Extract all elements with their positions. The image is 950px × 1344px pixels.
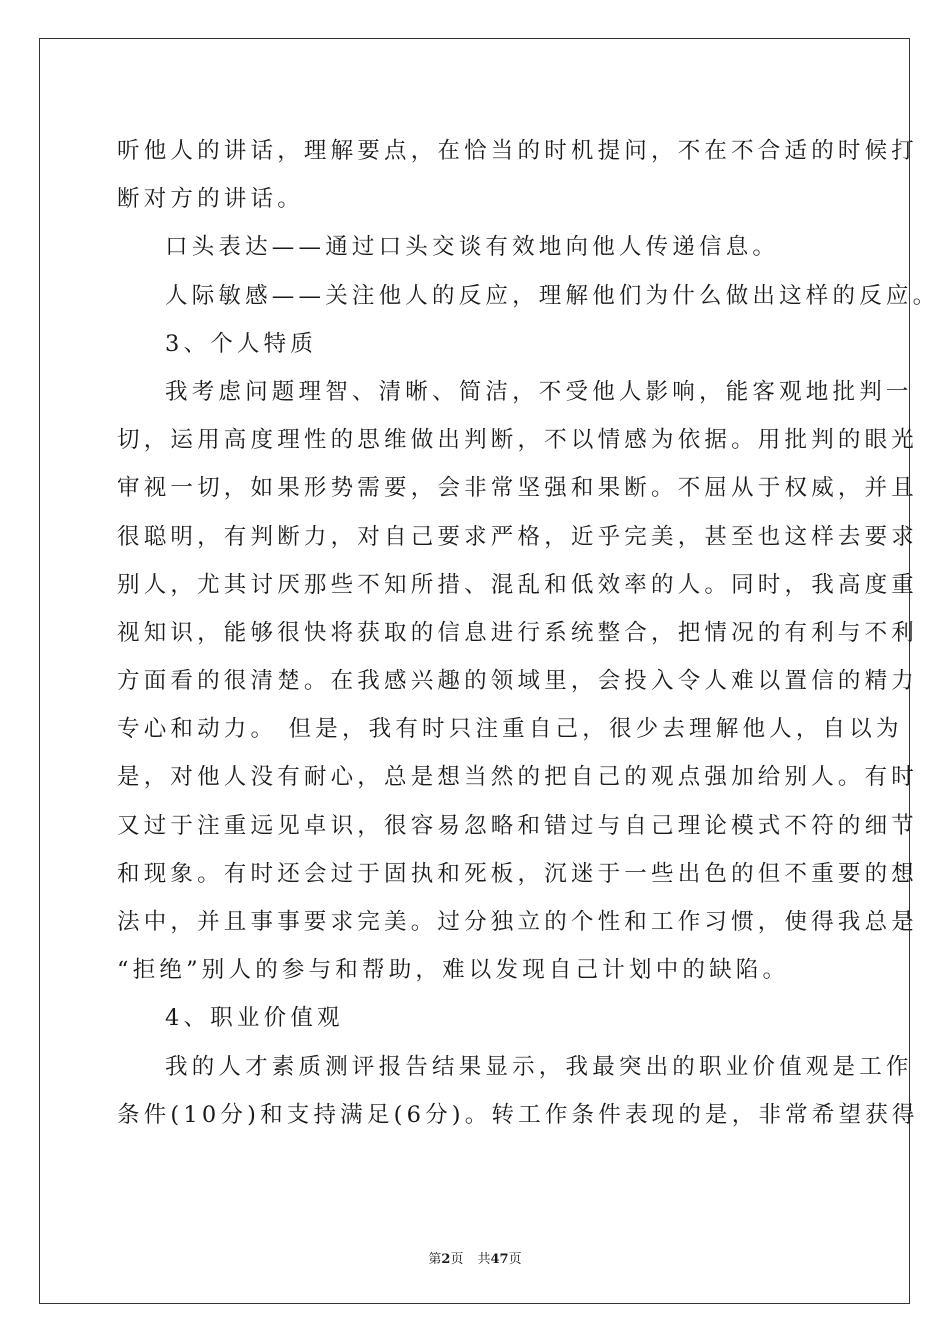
text-line: 审视一切，如果形势需要，会非常坚强和果断。不屈从于权威，并且	[117, 475, 919, 502]
footer-page-suffix: 页	[450, 1252, 464, 1267]
text-line: 切，运用高度理性的思维做出判断，不以情感为依据。用批判的眼光	[117, 427, 919, 454]
text-line: 专心和动力。 但是，我有时只注重自己，很少去理解他人，自以为	[117, 716, 903, 743]
text-line: 和现象。有时还会过于固执和死板，沉迷于一些出色的但不重要的想	[117, 860, 919, 887]
document-body	[117, 127, 940, 1139]
text-line: 我的人才素质测评报告结果显示，我最突出的职业价值观是工作	[165, 1053, 913, 1080]
text-line: 条件(10分)和支持满足(6分)。转工作条件表现的是，非常希望获得	[117, 1101, 919, 1128]
text-line: 别人，尤其讨厌那些不知所措、混乱和低效率的人。同时，我高度重	[117, 571, 919, 598]
text-line: 我考虑问题理智、清晰、简洁，不受他人影响，能客观地批判一	[165, 378, 913, 405]
text-line: 视知识，能够很快将获取的信息进行系统整合，把情况的有利与不利	[117, 619, 919, 646]
footer-total-pages: 47	[490, 1252, 509, 1267]
text-line: 断对方的讲话。	[117, 186, 304, 213]
footer-page-prefix: 第	[428, 1252, 442, 1267]
text-line: “拒绝”别人的参与和帮助，难以发现自己计划中的缺陷。	[117, 957, 790, 984]
footer-page-number: 2	[441, 1252, 451, 1267]
text-line: 又过于注重远见卓识，很容易忽略和错过与自己理论模式不符的细节	[117, 812, 919, 839]
text-line: 法中，并且事事要求完美。过分独立的个性和工作习惯，使得我总是	[117, 909, 919, 935]
footer-total-suffix: 页	[508, 1252, 522, 1267]
text-line: 口头表达——通过口头交谈有效地向他人传递信息。	[165, 234, 780, 261]
text-line: 听他人的讲话，理解要点，在恰当的时机提问，不在不合适的时候打	[117, 138, 919, 164]
text-line: 人际敏感——关注他人的反应，理解他们为什么做出这样的反应。	[165, 282, 940, 309]
text-line: 3、个人特质	[165, 330, 318, 357]
text-line: 是，对他人没有耐心，总是想当然的把自己的观点强加给别人。有时	[117, 764, 919, 791]
page-footer	[0, 1248, 950, 1267]
footer-total-prefix: 共	[477, 1252, 491, 1267]
text-line: 4、职业价值观	[165, 1005, 344, 1032]
text-line: 方面看的很清楚。在我感兴趣的领域里，会投入令人难以置信的精力	[117, 668, 919, 695]
text-line: 很聪明，有判断力，对自己要求严格，近乎完美，甚至也这样去要求	[117, 523, 919, 550]
